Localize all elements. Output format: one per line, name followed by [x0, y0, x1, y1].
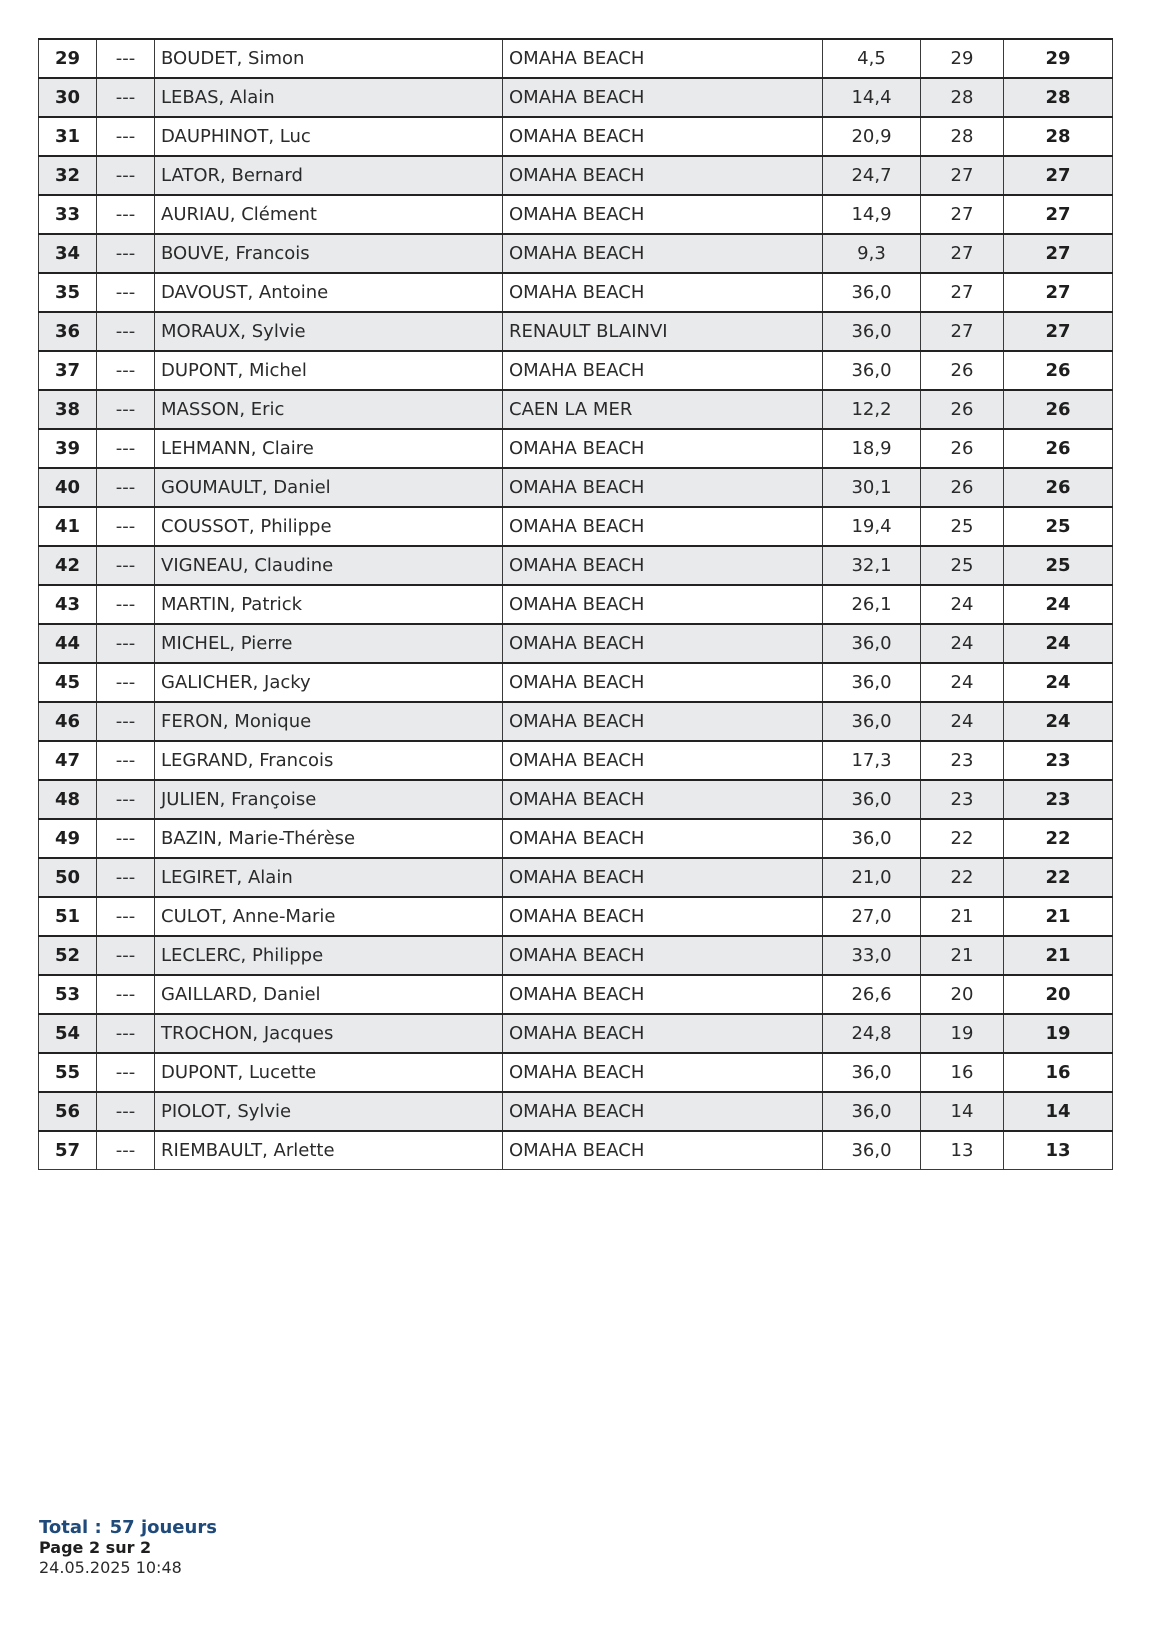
- player-name-cell: LEGRAND, Francois: [155, 741, 503, 780]
- club-cell: OMAHA BEACH: [503, 1014, 823, 1053]
- status-cell: ---: [97, 546, 155, 585]
- net-score-cell: 26: [1004, 390, 1113, 429]
- gross-score-cell: 16: [921, 1053, 1004, 1092]
- status-cell: ---: [97, 273, 155, 312]
- club-cell: OMAHA BEACH: [503, 78, 823, 117]
- player-name-cell: BOUDET, Simon: [155, 39, 503, 78]
- status-cell: ---: [97, 1131, 155, 1170]
- gross-score-cell: 22: [921, 858, 1004, 897]
- status-cell: ---: [97, 234, 155, 273]
- rank-cell: 33: [39, 195, 97, 234]
- gross-score-cell: 26: [921, 351, 1004, 390]
- table-row: [39, 1092, 1113, 1131]
- table-row: [39, 507, 1113, 546]
- handicap-cell: 36,0: [823, 819, 921, 858]
- gross-score-cell: 27: [921, 195, 1004, 234]
- handicap-cell: 36,0: [823, 663, 921, 702]
- player-name-cell: MASSON, Eric: [155, 390, 503, 429]
- rank-cell: 47: [39, 741, 97, 780]
- table-row: [39, 663, 1113, 702]
- status-cell: ---: [97, 819, 155, 858]
- handicap-cell: 26,1: [823, 585, 921, 624]
- rank-cell: 53: [39, 975, 97, 1014]
- table-row: [39, 312, 1113, 351]
- table-row: [39, 195, 1113, 234]
- rank-cell: 57: [39, 1131, 97, 1170]
- rank-cell: 46: [39, 702, 97, 741]
- handicap-cell: 14,9: [823, 195, 921, 234]
- club-cell: OMAHA BEACH: [503, 936, 823, 975]
- club-cell: OMAHA BEACH: [503, 585, 823, 624]
- club-cell: OMAHA BEACH: [503, 741, 823, 780]
- table-row: [39, 1131, 1113, 1170]
- handicap-cell: 4,5: [823, 39, 921, 78]
- rank-cell: 31: [39, 117, 97, 156]
- results-table-body: [39, 39, 1113, 1170]
- club-cell: OMAHA BEACH: [503, 819, 823, 858]
- net-score-cell: 24: [1004, 585, 1113, 624]
- player-name-cell: BAZIN, Marie-Thérèse: [155, 819, 503, 858]
- table-row: [39, 780, 1113, 819]
- club-cell: CAEN LA MER: [503, 390, 823, 429]
- rank-cell: 44: [39, 624, 97, 663]
- gross-score-cell: 27: [921, 234, 1004, 273]
- gross-score-cell: 14: [921, 1092, 1004, 1131]
- table-row: [39, 273, 1113, 312]
- net-score-cell: 25: [1004, 507, 1113, 546]
- gross-score-cell: 26: [921, 390, 1004, 429]
- club-cell: OMAHA BEACH: [503, 507, 823, 546]
- table-row: [39, 858, 1113, 897]
- gross-score-cell: 27: [921, 273, 1004, 312]
- status-cell: ---: [97, 780, 155, 819]
- table-row: [39, 546, 1113, 585]
- net-score-cell: 27: [1004, 312, 1113, 351]
- player-name-cell: MORAUX, Sylvie: [155, 312, 503, 351]
- status-cell: ---: [97, 897, 155, 936]
- table-row: [39, 702, 1113, 741]
- gross-score-cell: 26: [921, 429, 1004, 468]
- total-label: Total :: [39, 1517, 102, 1538]
- gross-score-cell: 28: [921, 117, 1004, 156]
- table-row: [39, 741, 1113, 780]
- net-score-cell: 24: [1004, 702, 1113, 741]
- gross-score-cell: 29: [921, 39, 1004, 78]
- table-row: [39, 975, 1113, 1014]
- club-cell: RENAULT BLAINVI: [503, 312, 823, 351]
- gross-score-cell: 24: [921, 624, 1004, 663]
- handicap-cell: 30,1: [823, 468, 921, 507]
- rank-cell: 43: [39, 585, 97, 624]
- handicap-cell: 36,0: [823, 273, 921, 312]
- net-score-cell: 16: [1004, 1053, 1113, 1092]
- net-score-cell: 21: [1004, 936, 1113, 975]
- club-cell: OMAHA BEACH: [503, 663, 823, 702]
- handicap-cell: 18,9: [823, 429, 921, 468]
- total-players: [39, 1517, 217, 1538]
- net-score-cell: 28: [1004, 117, 1113, 156]
- handicap-cell: 24,7: [823, 156, 921, 195]
- club-cell: OMAHA BEACH: [503, 195, 823, 234]
- status-cell: ---: [97, 585, 155, 624]
- status-cell: ---: [97, 195, 155, 234]
- club-cell: OMAHA BEACH: [503, 702, 823, 741]
- net-score-cell: 23: [1004, 780, 1113, 819]
- rank-cell: 52: [39, 936, 97, 975]
- gross-score-cell: 24: [921, 585, 1004, 624]
- status-cell: ---: [97, 858, 155, 897]
- gross-score-cell: 23: [921, 780, 1004, 819]
- player-name-cell: LEBAS, Alain: [155, 78, 503, 117]
- table-row: [39, 624, 1113, 663]
- gross-score-cell: 27: [921, 312, 1004, 351]
- status-cell: ---: [97, 39, 155, 78]
- table-row: [39, 585, 1113, 624]
- rank-cell: 32: [39, 156, 97, 195]
- gross-score-cell: 27: [921, 156, 1004, 195]
- handicap-cell: 32,1: [823, 546, 921, 585]
- gross-score-cell: 25: [921, 546, 1004, 585]
- net-score-cell: 26: [1004, 468, 1113, 507]
- player-name-cell: MICHEL, Pierre: [155, 624, 503, 663]
- handicap-cell: 17,3: [823, 741, 921, 780]
- status-cell: ---: [97, 741, 155, 780]
- rank-cell: 34: [39, 234, 97, 273]
- net-score-cell: 19: [1004, 1014, 1113, 1053]
- status-cell: ---: [97, 351, 155, 390]
- handicap-cell: 9,3: [823, 234, 921, 273]
- table-row: [39, 819, 1113, 858]
- net-score-cell: 26: [1004, 351, 1113, 390]
- player-name-cell: LEHMANN, Claire: [155, 429, 503, 468]
- handicap-cell: 36,0: [823, 1092, 921, 1131]
- club-cell: OMAHA BEACH: [503, 1092, 823, 1131]
- club-cell: OMAHA BEACH: [503, 429, 823, 468]
- gross-score-cell: 19: [921, 1014, 1004, 1053]
- status-cell: ---: [97, 429, 155, 468]
- net-score-cell: 25: [1004, 546, 1113, 585]
- gross-score-cell: 25: [921, 507, 1004, 546]
- handicap-cell: 36,0: [823, 1053, 921, 1092]
- club-cell: OMAHA BEACH: [503, 351, 823, 390]
- rank-cell: 51: [39, 897, 97, 936]
- gross-score-cell: 28: [921, 78, 1004, 117]
- handicap-cell: 14,4: [823, 78, 921, 117]
- gross-score-cell: 26: [921, 468, 1004, 507]
- handicap-cell: 36,0: [823, 702, 921, 741]
- net-score-cell: 22: [1004, 819, 1113, 858]
- player-name-cell: DAUPHINOT, Luc: [155, 117, 503, 156]
- rank-cell: 35: [39, 273, 97, 312]
- rank-cell: 45: [39, 663, 97, 702]
- player-name-cell: DAVOUST, Antoine: [155, 273, 503, 312]
- net-score-cell: 27: [1004, 234, 1113, 273]
- gross-score-cell: 23: [921, 741, 1004, 780]
- net-score-cell: 27: [1004, 195, 1113, 234]
- rank-cell: 41: [39, 507, 97, 546]
- page-footer: [39, 1517, 217, 1578]
- player-name-cell: AURIAU, Clément: [155, 195, 503, 234]
- net-score-cell: 27: [1004, 156, 1113, 195]
- table-row: [39, 429, 1113, 468]
- player-name-cell: MARTIN, Patrick: [155, 585, 503, 624]
- club-cell: OMAHA BEACH: [503, 858, 823, 897]
- club-cell: OMAHA BEACH: [503, 156, 823, 195]
- player-name-cell: DUPONT, Michel: [155, 351, 503, 390]
- club-cell: OMAHA BEACH: [503, 975, 823, 1014]
- player-name-cell: LATOR, Bernard: [155, 156, 503, 195]
- status-cell: ---: [97, 468, 155, 507]
- net-score-cell: 27: [1004, 273, 1113, 312]
- status-cell: ---: [97, 507, 155, 546]
- gross-score-cell: 20: [921, 975, 1004, 1014]
- status-cell: ---: [97, 936, 155, 975]
- rank-cell: 38: [39, 390, 97, 429]
- handicap-cell: 24,8: [823, 1014, 921, 1053]
- club-cell: OMAHA BEACH: [503, 39, 823, 78]
- rank-cell: 40: [39, 468, 97, 507]
- net-score-cell: 21: [1004, 897, 1113, 936]
- handicap-cell: 36,0: [823, 312, 921, 351]
- player-name-cell: GAILLARD, Daniel: [155, 975, 503, 1014]
- club-cell: OMAHA BEACH: [503, 117, 823, 156]
- club-cell: OMAHA BEACH: [503, 1053, 823, 1092]
- rank-cell: 56: [39, 1092, 97, 1131]
- rank-cell: 37: [39, 351, 97, 390]
- club-cell: OMAHA BEACH: [503, 780, 823, 819]
- player-name-cell: LECLERC, Philippe: [155, 936, 503, 975]
- table-row: [39, 1053, 1113, 1092]
- club-cell: OMAHA BEACH: [503, 897, 823, 936]
- table-row: [39, 936, 1113, 975]
- net-score-cell: 20: [1004, 975, 1113, 1014]
- handicap-cell: 36,0: [823, 1131, 921, 1170]
- total-count: 57 joueurs: [109, 1517, 217, 1538]
- table-row: [39, 468, 1113, 507]
- club-cell: OMAHA BEACH: [503, 546, 823, 585]
- club-cell: OMAHA BEACH: [503, 624, 823, 663]
- rank-cell: 50: [39, 858, 97, 897]
- handicap-cell: 36,0: [823, 351, 921, 390]
- handicap-cell: 20,9: [823, 117, 921, 156]
- club-cell: OMAHA BEACH: [503, 273, 823, 312]
- club-cell: OMAHA BEACH: [503, 1131, 823, 1170]
- player-name-cell: JULIEN, Françoise: [155, 780, 503, 819]
- player-name-cell: BOUVE, Francois: [155, 234, 503, 273]
- player-name-cell: COUSSOT, Philippe: [155, 507, 503, 546]
- player-name-cell: CULOT, Anne-Marie: [155, 897, 503, 936]
- table-row: [39, 156, 1113, 195]
- player-name-cell: TROCHON, Jacques: [155, 1014, 503, 1053]
- table-row: [39, 897, 1113, 936]
- gross-score-cell: 24: [921, 663, 1004, 702]
- handicap-cell: 33,0: [823, 936, 921, 975]
- net-score-cell: 14: [1004, 1092, 1113, 1131]
- status-cell: ---: [97, 624, 155, 663]
- handicap-cell: 19,4: [823, 507, 921, 546]
- table-row: [39, 1014, 1113, 1053]
- table-row: [39, 78, 1113, 117]
- status-cell: ---: [97, 1053, 155, 1092]
- net-score-cell: 26: [1004, 429, 1113, 468]
- table-row: [39, 117, 1113, 156]
- net-score-cell: 28: [1004, 78, 1113, 117]
- rank-cell: 55: [39, 1053, 97, 1092]
- player-name-cell: VIGNEAU, Claudine: [155, 546, 503, 585]
- gross-score-cell: 21: [921, 897, 1004, 936]
- status-cell: ---: [97, 975, 155, 1014]
- rank-cell: 29: [39, 39, 97, 78]
- status-cell: ---: [97, 1092, 155, 1131]
- status-cell: ---: [97, 390, 155, 429]
- status-cell: ---: [97, 78, 155, 117]
- net-score-cell: 13: [1004, 1131, 1113, 1170]
- player-name-cell: FERON, Monique: [155, 702, 503, 741]
- net-score-cell: 24: [1004, 663, 1113, 702]
- table-row: [39, 39, 1113, 78]
- rank-cell: 42: [39, 546, 97, 585]
- status-cell: ---: [97, 702, 155, 741]
- table-row: [39, 234, 1113, 273]
- rank-cell: 39: [39, 429, 97, 468]
- page-number: Page 2 sur 2: [39, 1538, 152, 1557]
- status-cell: ---: [97, 1014, 155, 1053]
- player-name-cell: GALICHER, Jacky: [155, 663, 503, 702]
- gross-score-cell: 24: [921, 702, 1004, 741]
- rank-cell: 30: [39, 78, 97, 117]
- net-score-cell: 22: [1004, 858, 1113, 897]
- status-cell: ---: [97, 312, 155, 351]
- gross-score-cell: 13: [921, 1131, 1004, 1170]
- rank-cell: 48: [39, 780, 97, 819]
- rank-cell: 54: [39, 1014, 97, 1053]
- results-table: [38, 38, 1113, 1170]
- print-timestamp: 24.05.2025 10:48: [39, 1558, 182, 1577]
- rank-cell: 49: [39, 819, 97, 858]
- club-cell: OMAHA BEACH: [503, 468, 823, 507]
- net-score-cell: 23: [1004, 741, 1113, 780]
- rank-cell: 36: [39, 312, 97, 351]
- status-cell: ---: [97, 117, 155, 156]
- handicap-cell: 21,0: [823, 858, 921, 897]
- table-row: [39, 351, 1113, 390]
- status-cell: ---: [97, 663, 155, 702]
- player-name-cell: LEGIRET, Alain: [155, 858, 503, 897]
- player-name-cell: PIOLOT, Sylvie: [155, 1092, 503, 1131]
- gross-score-cell: 21: [921, 936, 1004, 975]
- player-name-cell: RIEMBAULT, Arlette: [155, 1131, 503, 1170]
- table-row: [39, 390, 1113, 429]
- player-name-cell: GOUMAULT, Daniel: [155, 468, 503, 507]
- player-name-cell: DUPONT, Lucette: [155, 1053, 503, 1092]
- net-score-cell: 24: [1004, 624, 1113, 663]
- handicap-cell: 27,0: [823, 897, 921, 936]
- net-score-cell: 29: [1004, 39, 1113, 78]
- handicap-cell: 26,6: [823, 975, 921, 1014]
- status-cell: ---: [97, 156, 155, 195]
- handicap-cell: 36,0: [823, 780, 921, 819]
- handicap-cell: 36,0: [823, 624, 921, 663]
- club-cell: OMAHA BEACH: [503, 234, 823, 273]
- handicap-cell: 12,2: [823, 390, 921, 429]
- gross-score-cell: 22: [921, 819, 1004, 858]
